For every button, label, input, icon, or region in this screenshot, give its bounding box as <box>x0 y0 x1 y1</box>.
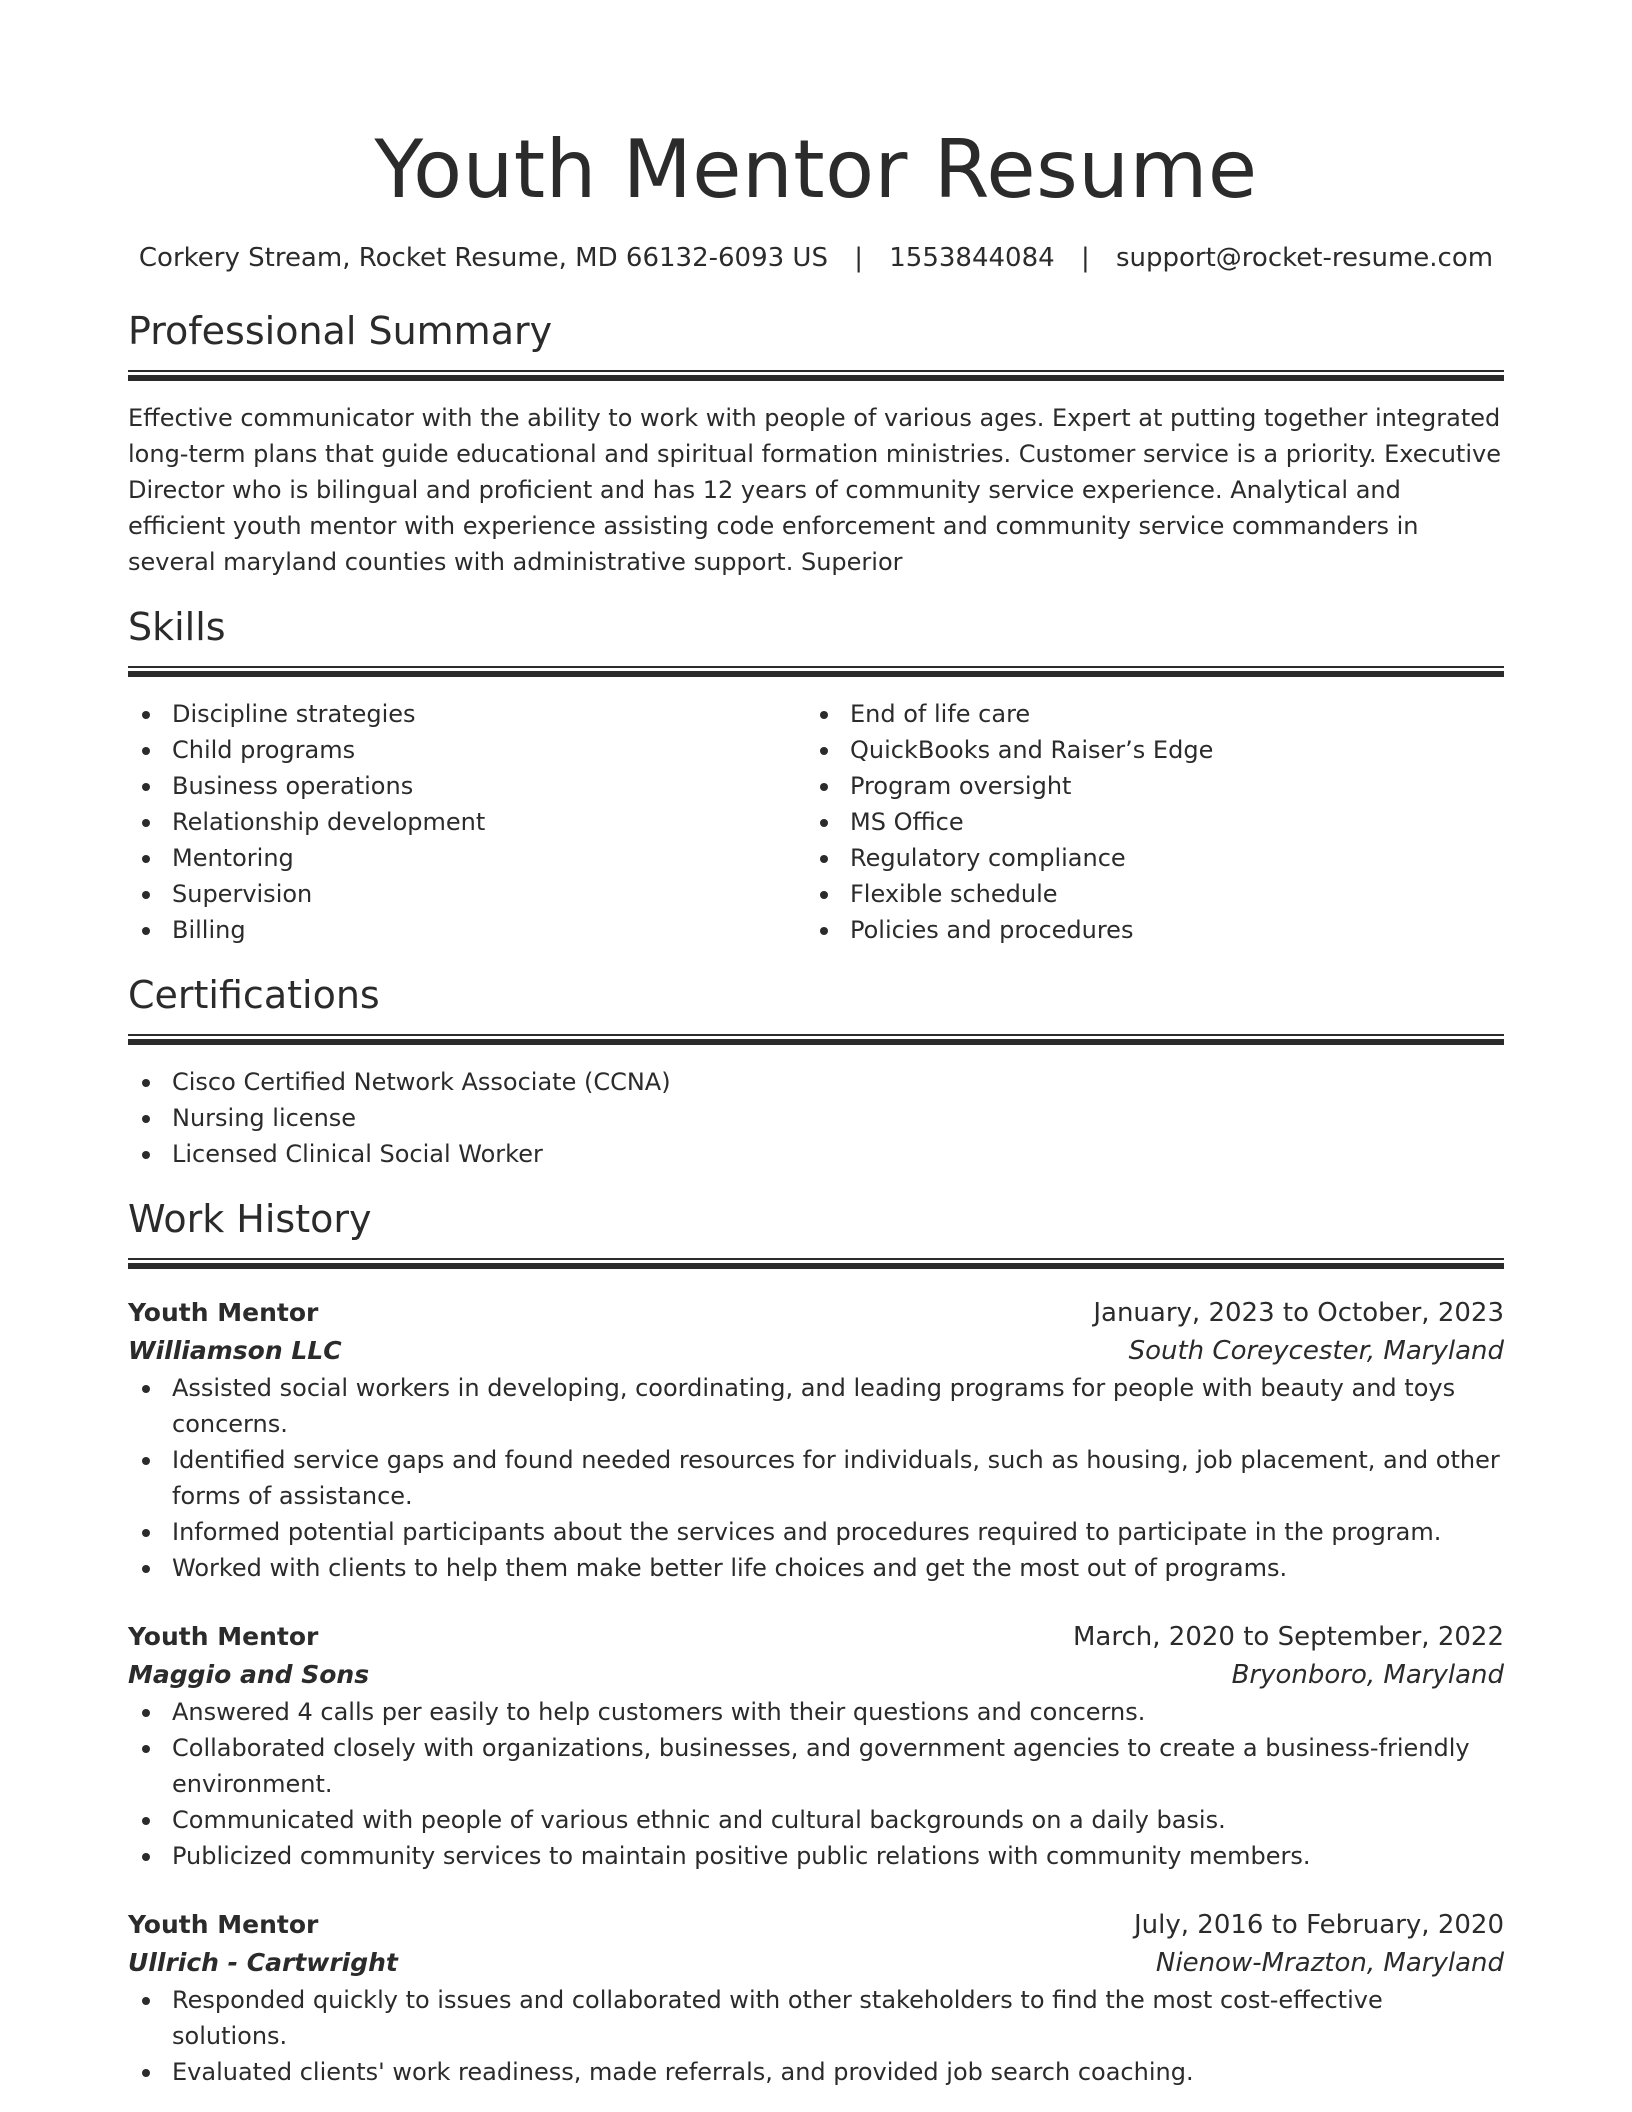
job-company: Williamson LLC <box>128 1336 342 1365</box>
job-entry <box>128 1294 1504 1586</box>
skill-item: Child programs <box>128 732 806 768</box>
job-entry <box>128 1906 1504 2090</box>
contact-address: Corkery Stream, Rocket Resume, MD 66132-6093 US <box>138 243 828 273</box>
job-entry <box>128 1618 1504 1874</box>
section-heading-summary: Professional Summary <box>128 309 553 353</box>
skill-item: Relationship development <box>128 804 806 840</box>
skills-list-right <box>806 696 1484 948</box>
job-dates: March, 2020 to September, 2022 <box>1073 1622 1504 1652</box>
job-company: Ullrich - Cartwright <box>128 1948 398 1977</box>
job-duty: Informed potential participants about the services and procedures required to participate in the program. <box>128 1514 1504 1550</box>
certification-item: Licensed Clinical Social Worker <box>128 1136 1504 1172</box>
skill-item: Supervision <box>128 876 806 912</box>
job-duty: Responded quickly to issues and collaborated with other stakeholders to find the most cost-effective solutions. <box>128 1982 1504 2054</box>
job-duty: Identified service gaps and found needed resources for individuals, such as housing, job placement, and other forms of assistance. <box>128 1442 1504 1514</box>
skill-item: Billing <box>128 912 806 948</box>
skill-item: Mentoring <box>128 840 806 876</box>
certifications-list <box>128 1064 1504 1172</box>
section-divider <box>128 370 1504 372</box>
skills-grid <box>128 696 1504 948</box>
job-title: Youth Mentor <box>128 1910 319 1939</box>
resume-page <box>128 0 1504 2090</box>
skill-item: Program oversight <box>806 768 1484 804</box>
work-history-section <box>128 1194 1504 2090</box>
job-location: Bryonboro, Maryland <box>1231 1660 1504 1690</box>
section-divider <box>128 1258 1504 1260</box>
job-duty: Worked with clients to help them make better life choices and get the most out of programs. <box>128 1550 1504 1586</box>
certifications-section <box>128 970 1504 1172</box>
job-duty: Answered 4 calls per easily to help customers with their questions and concerns. <box>128 1694 1504 1730</box>
skill-item: Business operations <box>128 768 806 804</box>
section-heading-skills: Skills <box>128 605 226 649</box>
job-duty: Collaborated closely with organizations, businesses, and government agencies to create a business-friendly environment. <box>128 1730 1504 1802</box>
contact-phone: 1553844084 <box>889 243 1055 273</box>
skill-item: Discipline strategies <box>128 696 806 732</box>
skill-item: Policies and procedures <box>806 912 1484 948</box>
contact-line <box>128 240 1504 276</box>
summary-section <box>128 306 1504 580</box>
contact-separator: | <box>854 243 863 273</box>
certification-item: Nursing license <box>128 1100 1504 1136</box>
job-duty: Communicated with people of various ethnic and cultural backgrounds on a daily basis. <box>128 1802 1504 1838</box>
skill-item: Regulatory compliance <box>806 840 1484 876</box>
section-divider <box>128 666 1504 668</box>
skill-item: QuickBooks and Raiser’s Edge <box>806 732 1484 768</box>
job-location: Nienow-Mrazton, Maryland <box>1155 1948 1504 1978</box>
resume-title: Youth Mentor Resume <box>374 123 1258 216</box>
skill-item: MS Office <box>806 804 1484 840</box>
section-heading-certifications: Certifications <box>128 973 380 1017</box>
job-duty: Assisted social workers in developing, coordinating, and leading programs for people with beauty and toys concerns. <box>128 1370 1504 1442</box>
contact-email: support@rocket-resume.com <box>1115 243 1494 273</box>
job-duty: Publicized community services to maintain positive public relations with community members. <box>128 1838 1504 1874</box>
job-title: Youth Mentor <box>128 1622 319 1651</box>
skill-item: Flexible schedule <box>806 876 1484 912</box>
section-divider <box>128 1034 1504 1036</box>
skills-section <box>128 602 1504 948</box>
skill-item: End of life care <box>806 696 1484 732</box>
contact-separator: | <box>1080 243 1090 273</box>
job-dates: July, 2016 to February, 2020 <box>1134 1910 1504 1940</box>
job-location: South Coreycester, Maryland <box>1128 1336 1504 1366</box>
job-duties-list <box>128 1694 1504 1874</box>
job-duty: Evaluated clients' work readiness, made referrals, and provided job search coaching. <box>128 2054 1504 2090</box>
summary-text: Effective communicator with the ability to work with people of various ages. Expert at putting together integrated long-term plans that guide educational and spiritual formation ministries. Customer service is a priority. Executive Director who is bilingual and proficient and has 12 years of community service experience. Analytical and efficient youth mentor with experience assisting code enforcement and community service commanders in several maryland counties with administrative support. Superior <box>128 404 1501 576</box>
job-title: Youth Mentor <box>128 1298 319 1327</box>
skills-list-left <box>128 696 806 948</box>
certification-item: Cisco Certified Network Associate (CCNA) <box>128 1064 1504 1100</box>
job-duties-list <box>128 1370 1504 1586</box>
job-company: Maggio and Sons <box>128 1660 370 1689</box>
job-dates: January, 2023 to October, 2023 <box>1093 1298 1504 1328</box>
job-duties-list <box>128 1982 1504 2090</box>
section-heading-work-history: Work History <box>128 1197 372 1241</box>
